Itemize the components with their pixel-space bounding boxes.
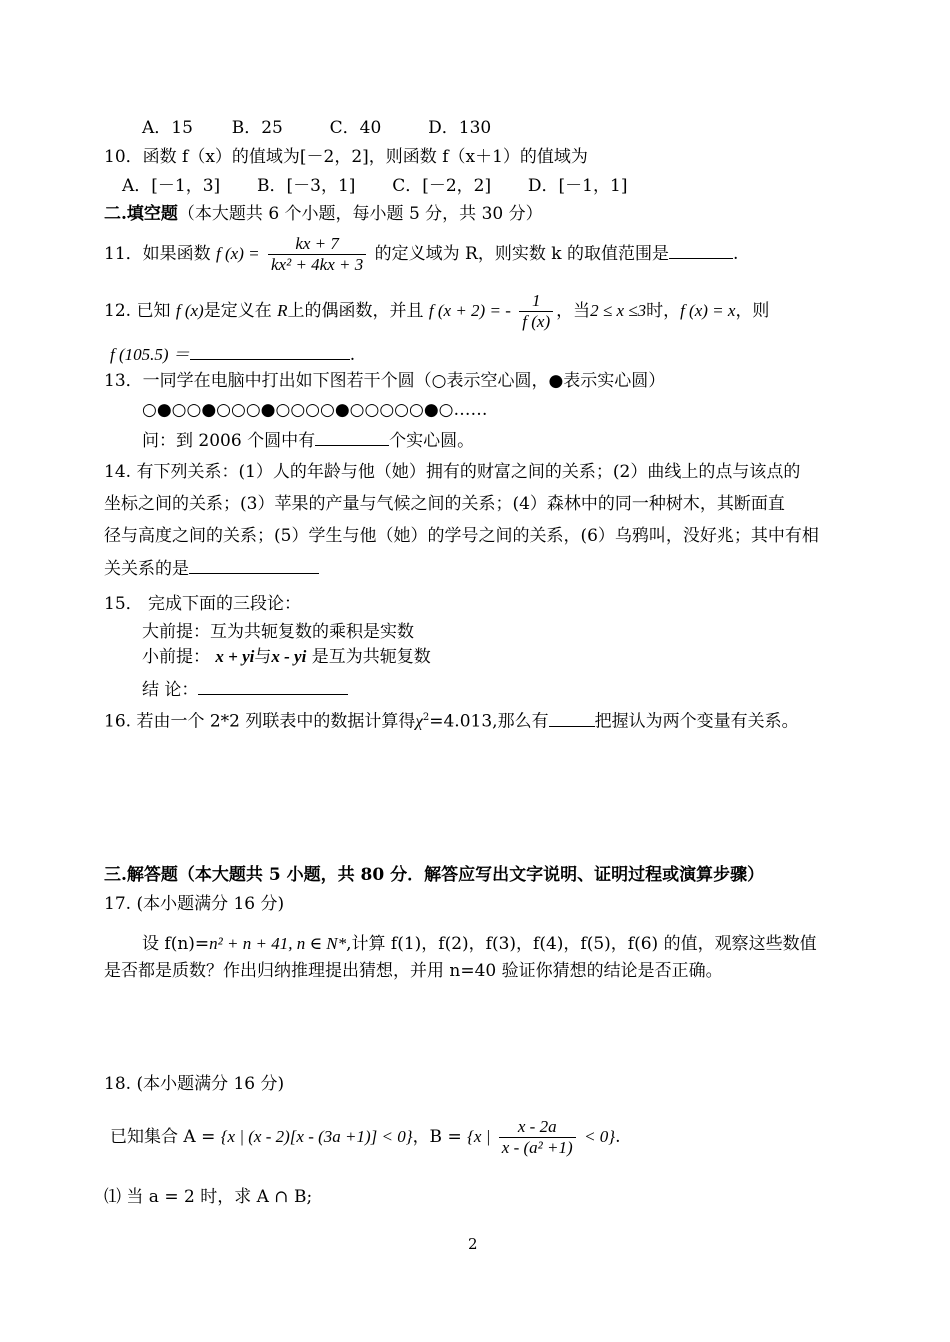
q18-pre: 已知集合 A = — [110, 1127, 216, 1147]
q13-ask-pre: 问：到 2006 个圆中有 — [142, 431, 316, 451]
q18-title: 18. (本小题满分 16 分) — [104, 1074, 285, 1094]
q12-f105: f (105.5) ＝ — [110, 345, 190, 364]
q15-conclusion — [142, 678, 348, 701]
q17-l1-post: ,计算 f(1)，f(2)，f(3)，f(4)，f(5)，f(6) 的值，观察这些数值 — [346, 934, 817, 954]
q11-func: f (x) = — [216, 244, 260, 263]
q11-fraction — [268, 234, 366, 275]
q10-option-b: B．[－3，1] — [257, 176, 356, 196]
q14-line1: 14. 有下列关系：(1）人的年龄与他（她）拥有的财富之间的关系；(2）曲线上的点与该点的 — [104, 462, 801, 482]
q12-eq: f (x + 2) = - — [428, 301, 511, 320]
q10-stem: 10．函数 f（x）的值域为[－2，2]，则函数 f（x＋1）的值域为 — [104, 147, 588, 167]
q17-title: 17. (本小题满分 16 分) — [104, 894, 285, 914]
section2-note: （本大题共 6 个小题，每小题 5 分，共 30 分） — [177, 204, 543, 224]
section2-heading — [104, 203, 543, 225]
q15-minor — [142, 646, 431, 668]
q15-major: 大前提：互为共轭复数的乘积是实数 — [142, 622, 414, 642]
q9-options — [142, 117, 491, 139]
q13-ask-post: 个实心圆。 — [389, 431, 475, 451]
q12-line2 — [110, 343, 355, 366]
q13-question — [142, 429, 474, 452]
q18-fraction — [499, 1117, 576, 1158]
q9-option-a: A．15 — [142, 118, 193, 138]
q18-part1: ⑴ 当 a = 2 时，求 A ∩ B; — [104, 1187, 313, 1207]
q9-option-b: B．25 — [231, 118, 283, 138]
q12-answer-blank[interactable] — [190, 343, 350, 360]
q12-R: R — [277, 301, 288, 320]
q10-option-c: C．[－2，2] — [392, 176, 492, 196]
q12-mid2: 上的偶函数，并且 — [287, 301, 424, 321]
q14-line4 — [104, 557, 319, 580]
q13-stem: 13．一同学在电脑中打出如下图若干个圆（○表示空心圆，●表示实心圆） — [104, 371, 666, 391]
q12-eq2: f (x) = x — [680, 301, 736, 320]
page-number: 2 — [468, 1235, 478, 1253]
q16 — [104, 707, 799, 733]
q12-pre: 12. 已知 — [104, 301, 171, 321]
q12-fraction — [519, 291, 553, 332]
q16-pre: 16. 若由一个 2*2 列联表中的数据计算得 — [104, 711, 416, 732]
q17-l1-math: n² + n + 41, n ∈ N* — [209, 934, 347, 953]
q11-post: 的定义域为 R，则实数 k 的取值范围是 — [374, 244, 669, 264]
q14-l4-text: 关关系的是 — [104, 559, 189, 579]
section3-heading — [104, 864, 764, 886]
q15-answer-blank[interactable] — [198, 678, 348, 695]
q11-denominator: kx² + 4kx + 3 — [271, 255, 364, 274]
q15-stem: 15． 完成下面的三段论： — [104, 594, 302, 614]
q18-numerator: x - 2a — [499, 1117, 576, 1138]
q9-option-d: D．130 — [428, 118, 492, 138]
q11-answer-blank[interactable] — [669, 242, 733, 259]
q15-conclusion-label: 结 论： — [142, 680, 199, 700]
q15-minor-a: x + yi — [215, 647, 255, 666]
q18-denominator: x - (a² +1) — [501, 1138, 573, 1157]
q17-line1 — [142, 933, 817, 955]
q13-circles: ○●○○●○○○●○○○○●○○○○○●○…… — [142, 400, 488, 420]
q14-line3: 径与高度之间的关系；(5）学生与他（她）的学号之间的关系，(6）乌鸦叫，没好兆；其中有相 — [104, 526, 819, 546]
q16-mid: =4.013,那么有 — [429, 711, 549, 732]
q15-minor-b: x - yi — [271, 647, 307, 666]
q11 — [104, 233, 738, 275]
q18-sets — [110, 1115, 621, 1159]
q9-option-c: C．40 — [329, 118, 382, 138]
q12-fx: f (x) — [175, 301, 204, 320]
q12-numerator: 1 — [519, 291, 553, 312]
q18-set-a: {x | (x - 2)[x - (3a +1)] < 0} — [220, 1127, 413, 1146]
q18-comma: ，B = — [412, 1127, 462, 1147]
q16-post: 把握认为两个变量有关系。 — [594, 711, 799, 732]
q12-mid1: 是定义在 — [203, 301, 272, 321]
q12-mid3: ，当 — [556, 301, 591, 321]
q15-minor-mid: 与 — [254, 647, 272, 667]
q10-options — [122, 175, 627, 197]
q16-chi: χ — [415, 711, 423, 731]
q16-answer-blank[interactable] — [549, 710, 595, 727]
q18-set-b-pre: {x | — [467, 1127, 491, 1146]
q14-line2: 坐标之间的关系；(3）苹果的产量与气候之间的关系；(4）森林中的同一种树木，其断面直 — [104, 494, 785, 514]
section3-title: 三.解答题 — [104, 865, 178, 885]
q15-minor-post: 是互为共轭复数 — [311, 647, 431, 667]
q15-minor-pre: 小前提： — [142, 647, 210, 667]
q10-option-a: A．[－1，3] — [122, 176, 221, 196]
q18-end: . — [615, 1127, 621, 1147]
q11-end: . — [732, 244, 739, 264]
q18-set-b-post: < 0} — [584, 1127, 616, 1146]
q13-answer-blank[interactable] — [315, 429, 389, 446]
q14-answer-blank[interactable] — [189, 557, 319, 574]
q17-l1-pre: 设 f(n)= — [142, 934, 210, 954]
q11-pre: 11．如果函数 — [104, 244, 211, 264]
q12-line2-end: . — [349, 345, 356, 365]
q12-post: ，则 — [735, 301, 770, 321]
q12-range: 2 ≤ x ≤3 — [590, 301, 647, 320]
q12-denominator: f (x) — [522, 312, 551, 331]
section3-note: （本大题共 5 小题，共 80 分．解答应写出文字说明、证明过程或演算步骤） — [177, 865, 765, 885]
q17-line2: 是否都是质数？作出归纳推理提出猜想，并用 n=40 验证你猜想的结论是否正确。 — [104, 961, 723, 981]
q11-numerator: kx + 7 — [268, 234, 366, 255]
section2-title: 二.填空题 — [104, 204, 178, 224]
q10-option-d: D．[－1，1] — [527, 176, 628, 196]
q16-sq: 2 — [422, 712, 430, 723]
q12 — [104, 290, 769, 332]
q12-mid4: 时， — [646, 301, 681, 321]
